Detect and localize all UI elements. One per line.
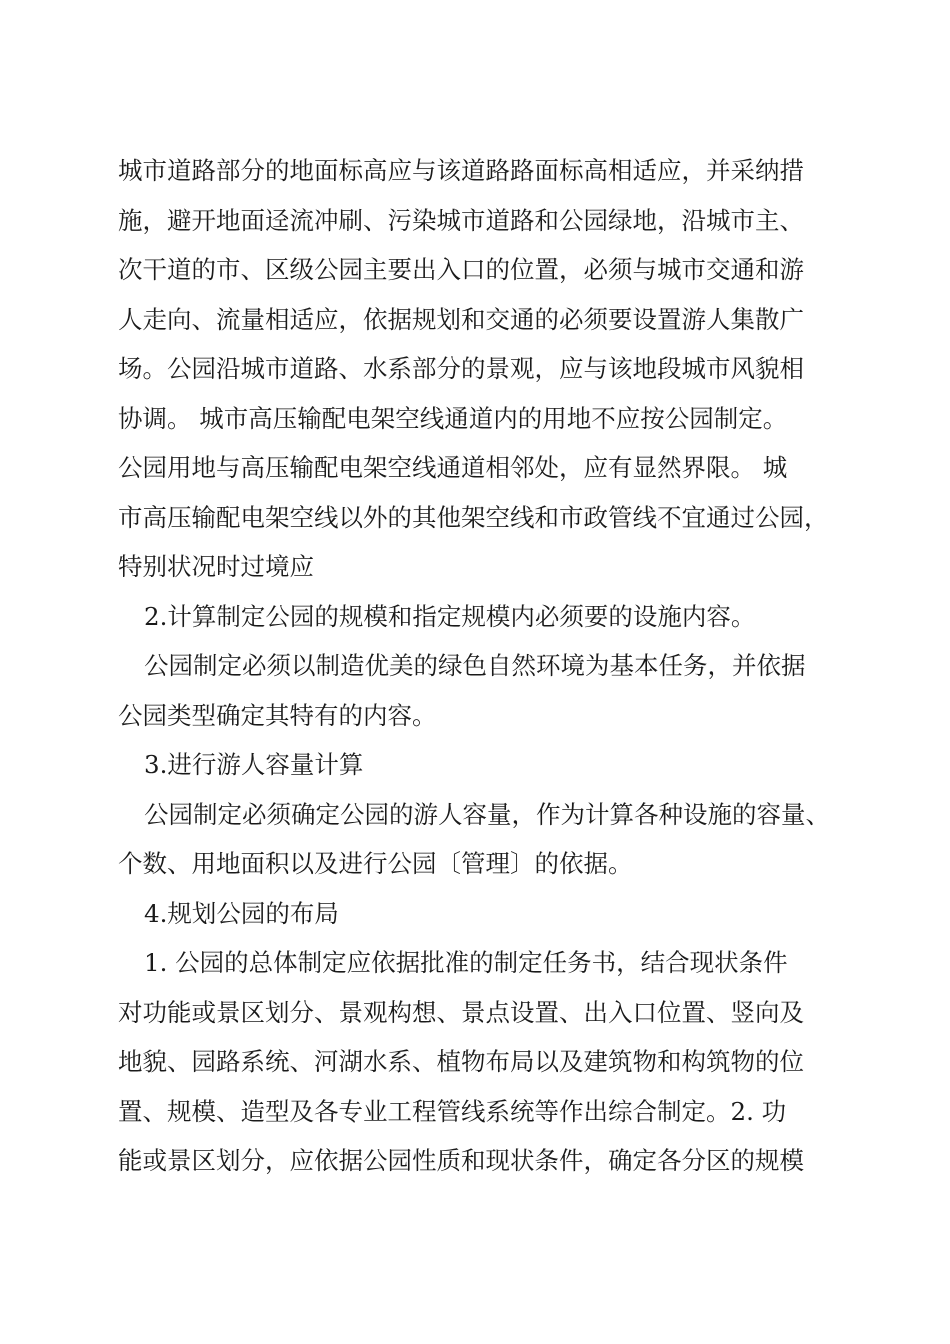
- text-line: 人走向、流量相适应，依据规划和交通的必须要设置游人集散广: [118, 304, 804, 334]
- text-line: 城市道路部分的地面标高应与该道路路面标高相适应，并采纳措: [118, 156, 804, 185]
- text-line: 1. 公园的总体制定应依据批准的制定任务书，结合现状条件: [144, 948, 788, 977]
- text-line: 公园用地与高压输配电架空线通道相邻处，应有显然界限。 城: [118, 453, 788, 482]
- text-line: 公园制定必须确定公园的游人容量，作为计算各种设施的容量、: [144, 799, 830, 829]
- text-line: 对功能或景区划分、景观构想、景点设置、出入口位置、竖向及: [118, 997, 804, 1027]
- text-line: 协调。 城市高压输配电架空线通道内的用地不应按公园制定。: [118, 403, 788, 433]
- section-heading: 3.进行游人容量计算: [144, 750, 364, 779]
- text-line: 公园类型确定其特有的内容。: [118, 700, 437, 730]
- text-line: 公园制定必须以制造优美的绿色自然环境为基本任务，并依据: [144, 651, 806, 680]
- text-line: 个数、用地面积以及进行公园〔管理〕的依据。: [118, 849, 633, 878]
- text-line: 次干道的市、区级公园主要出入口的位置，必须与城市交通和游: [118, 255, 804, 284]
- text-line: 特别状况时过境应: [118, 552, 314, 581]
- text-line: 场。公园沿城市道路、水系部分的景观，应与该地段城市风貌相: [118, 354, 804, 383]
- document-body: [118, 146, 858, 1186]
- text-line: 施，避开地面迳流冲刷、污染城市道路和公园绿地，沿城市主、: [118, 205, 804, 235]
- text-line: 能或景区划分，应依据公园性质和现状条件，确定各分区的规模: [118, 1146, 804, 1175]
- section-heading: 2.计算制定公园的规模和指定规模内必须要的设施内容。: [144, 601, 756, 631]
- text-line: 地貌、园路系统、河湖水系、植物布局以及建筑物和构筑物的位: [118, 1047, 804, 1076]
- text-line: 市高压输配电架空线以外的其他架空线和市政管线不宜通过公园，: [118, 502, 829, 532]
- section-heading: 4.规划公园的布局: [144, 898, 339, 928]
- text-line: 置、规模、造型及各专业工程管线系统等作出综合制定。2. 功: [118, 1096, 787, 1126]
